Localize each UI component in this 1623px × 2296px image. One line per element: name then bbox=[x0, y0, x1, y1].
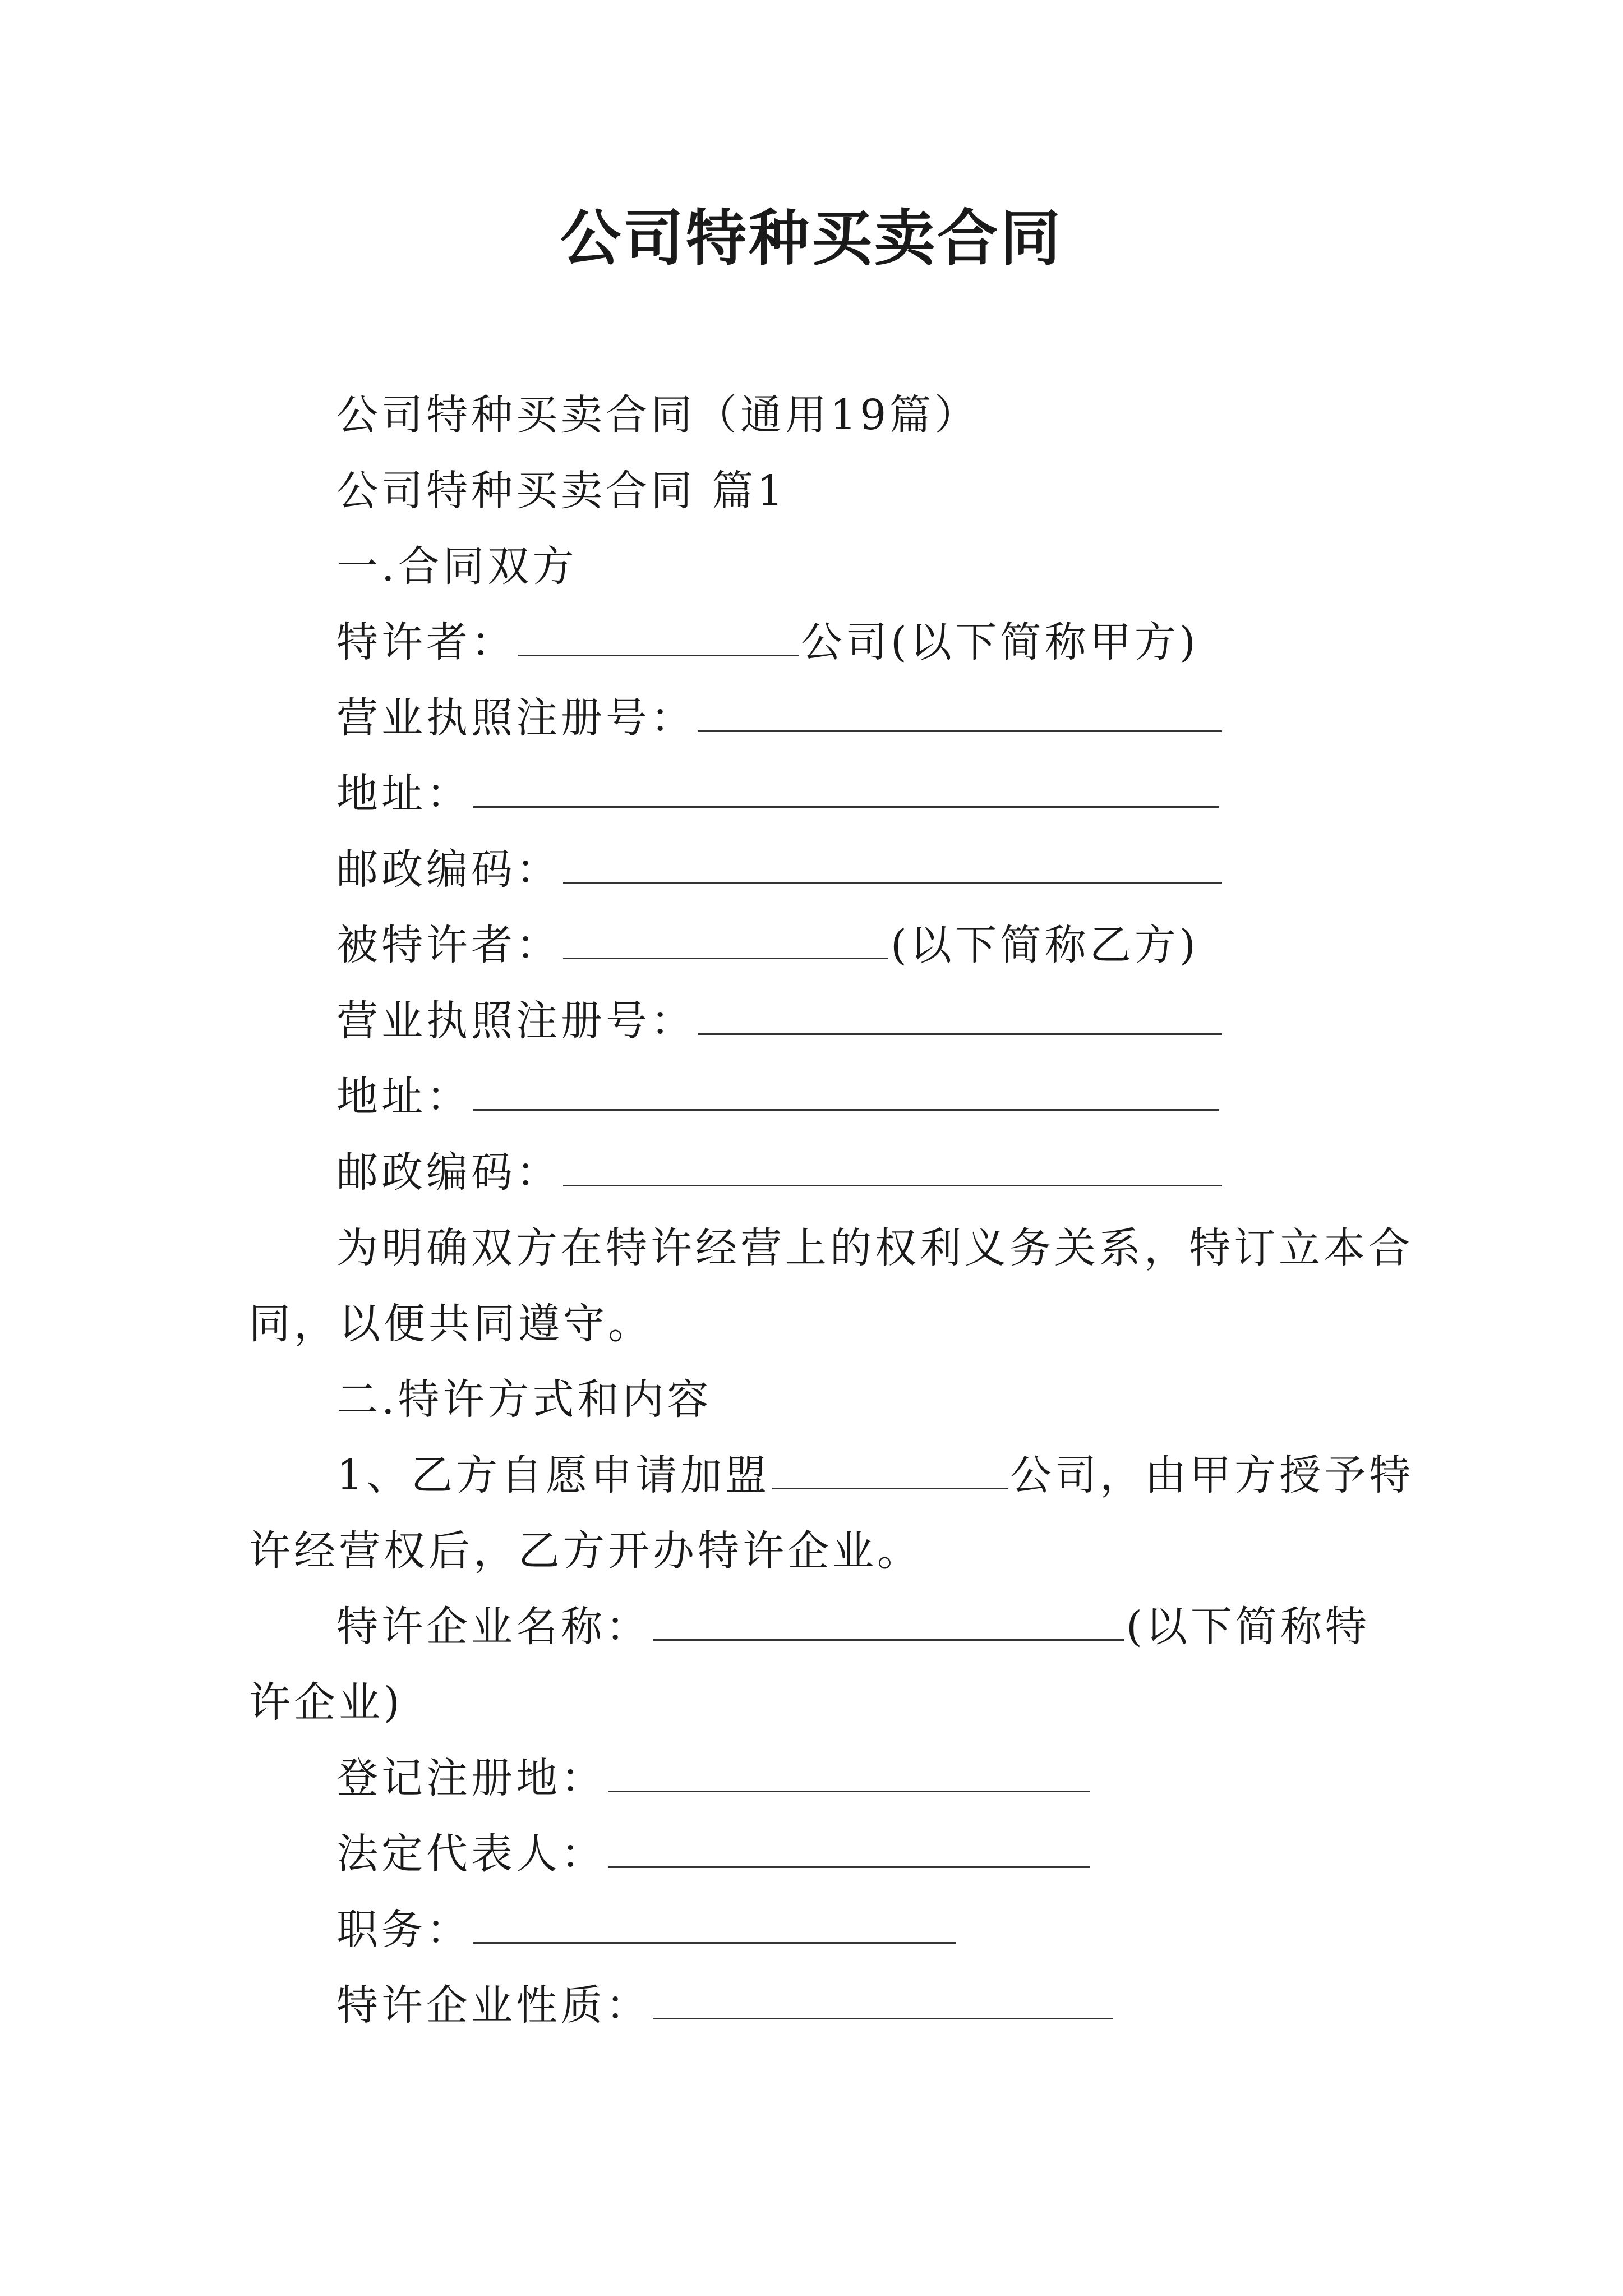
position-label: 职务： bbox=[336, 1906, 471, 1954]
franchisee-line bbox=[336, 917, 1199, 973]
purpose-paragraph-line-1 bbox=[336, 1220, 1413, 1276]
position-blank bbox=[473, 1905, 956, 1944]
franchisee-address-label: 地址： bbox=[336, 1073, 471, 1121]
franchise-name-text-2: 许企业) bbox=[249, 1678, 403, 1727]
subtitle-text: 公司特种买卖合同（通用19篇） bbox=[336, 391, 980, 439]
franchisee-blank bbox=[563, 921, 888, 959]
franchisee-license-line bbox=[336, 993, 1224, 1049]
franchisor-license-line bbox=[336, 690, 1224, 746]
chapter-heading-text: 公司特种买卖合同 篇1 bbox=[336, 467, 787, 515]
franchisor-blank bbox=[518, 618, 799, 656]
legal-representative-blank bbox=[608, 1829, 1090, 1868]
franchisee-postcode-label: 邮政编码： bbox=[336, 1148, 561, 1197]
franchisor-address-blank bbox=[473, 769, 1219, 808]
purpose-text-2: 同，以便共同遵守。 bbox=[249, 1300, 653, 1348]
enterprise-nature-line bbox=[336, 1977, 1115, 2033]
subtitle-line bbox=[336, 387, 979, 443]
franchise-name-line-2 bbox=[249, 1674, 403, 1731]
legal-representative-line bbox=[336, 1826, 1092, 1882]
registration-place-blank bbox=[608, 1754, 1090, 1792]
franchisor-postcode-line bbox=[336, 841, 1224, 898]
clause-1-line-1 bbox=[336, 1447, 1414, 1503]
franchisee-suffix: (以下简称乙方) bbox=[891, 921, 1199, 969]
section-heading-text: 一.合同双方 bbox=[336, 542, 578, 591]
franchise-name-blank bbox=[653, 1602, 1124, 1641]
clause-1-line-2 bbox=[249, 1523, 922, 1579]
franchisee-license-blank bbox=[698, 996, 1222, 1035]
purpose-paragraph-line-2 bbox=[249, 1296, 653, 1352]
clause-1-text-2: 许经营权后，乙方开办特许企业。 bbox=[249, 1527, 922, 1575]
franchisor-line bbox=[336, 614, 1199, 670]
franchisor-suffix: 公司(以下简称甲方) bbox=[801, 618, 1199, 666]
clause-1-company-blank bbox=[772, 1451, 1008, 1489]
section-heading-franchise bbox=[336, 1372, 712, 1428]
enterprise-nature-blank bbox=[653, 1981, 1113, 2019]
position-line bbox=[336, 1902, 958, 1958]
chapter-heading bbox=[336, 463, 787, 519]
franchise-name-line bbox=[336, 1599, 1370, 1655]
franchisee-license-label: 营业执照注册号： bbox=[336, 997, 695, 1045]
franchisor-license-label: 营业执照注册号： bbox=[336, 694, 695, 742]
franchise-name-suffix: (以下简称特 bbox=[1126, 1603, 1370, 1651]
franchisee-postcode-blank bbox=[563, 1148, 1222, 1186]
franchisee-postcode-line bbox=[336, 1144, 1224, 1200]
franchisee-address-blank bbox=[473, 1072, 1219, 1111]
clause-1-suffix: 公司，由甲方授予特 bbox=[1010, 1451, 1414, 1499]
franchise-name-label: 特许企业名称： bbox=[336, 1603, 651, 1651]
section-heading-franchise-text: 二.特许方式和内容 bbox=[336, 1375, 712, 1424]
legal-representative-label: 法定代表人： bbox=[336, 1830, 606, 1878]
franchisee-label: 被特许者： bbox=[336, 921, 561, 969]
registration-place-line bbox=[336, 1750, 1092, 1806]
franchisor-address-line bbox=[336, 766, 1221, 822]
franchisor-license-blank bbox=[698, 693, 1222, 732]
purpose-text-1: 为明确双方在特许经营上的权利义务关系，特订立本合 bbox=[336, 1224, 1413, 1272]
franchisor-postcode-label: 邮政编码： bbox=[336, 845, 561, 894]
franchisor-label: 特许者： bbox=[336, 618, 516, 666]
franchisee-address-line bbox=[336, 1069, 1221, 1125]
enterprise-nature-label: 特许企业性质： bbox=[336, 1981, 651, 2030]
clause-1-prefix: 1、乙方自愿申请加盟 bbox=[336, 1451, 771, 1499]
franchisor-address-label: 地址： bbox=[336, 770, 471, 818]
section-heading-parties bbox=[336, 539, 578, 595]
registration-place-label: 登记注册地： bbox=[336, 1754, 606, 1802]
document-title: 公司特种买卖合同 bbox=[560, 203, 1063, 274]
franchisor-postcode-blank bbox=[563, 845, 1222, 884]
